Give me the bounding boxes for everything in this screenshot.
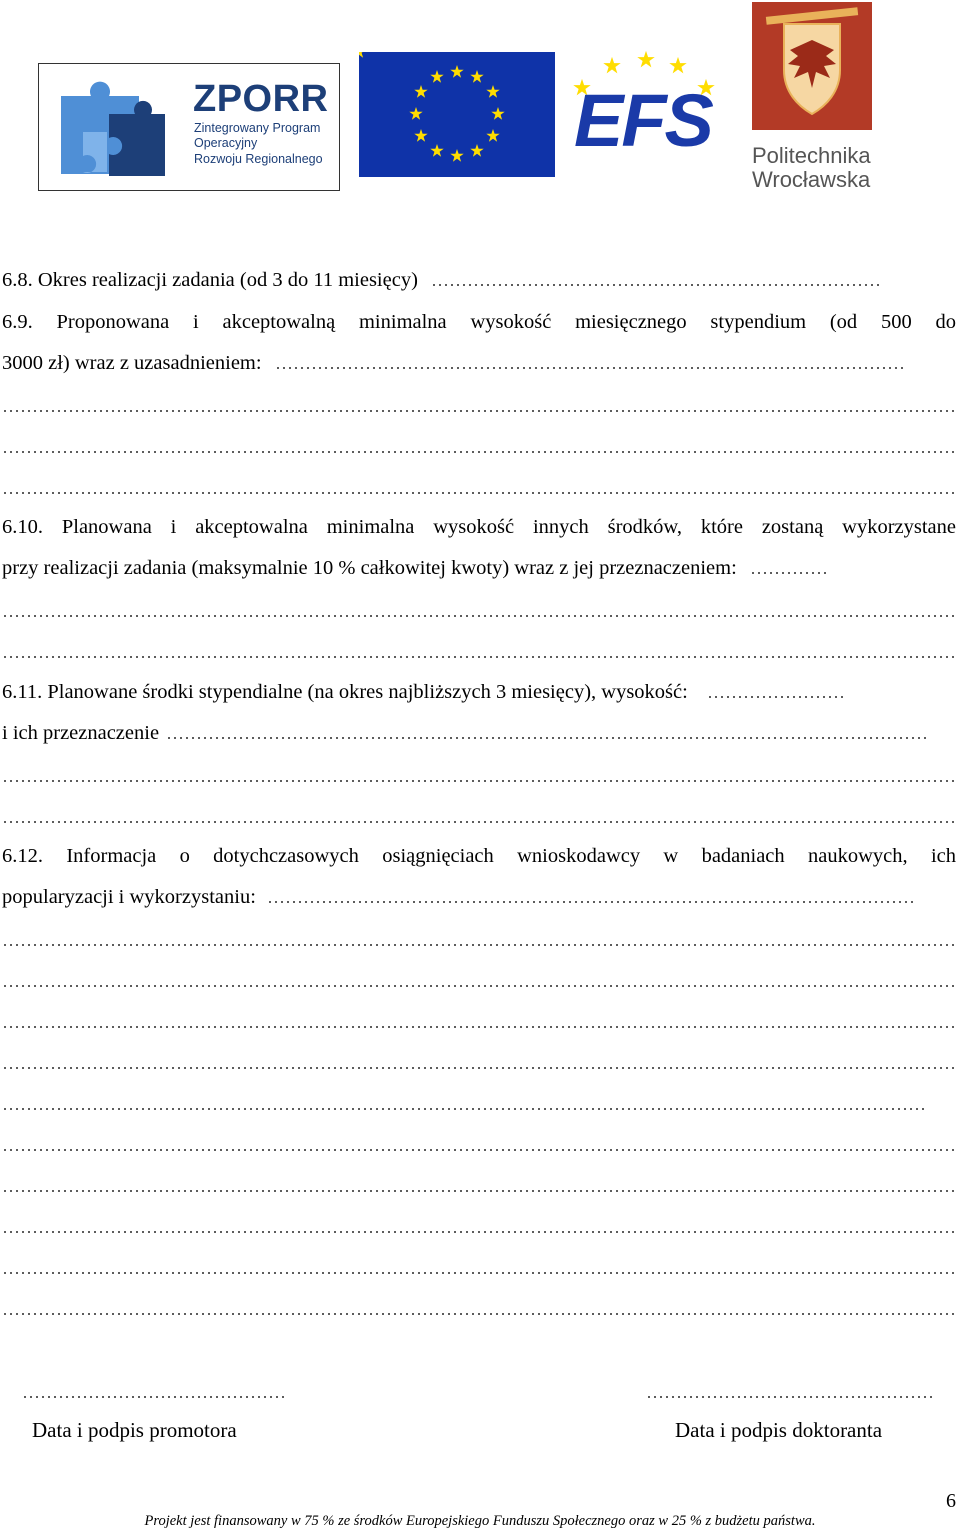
zporr-title: ZPORR [193, 78, 329, 120]
fill-line [2, 656, 954, 658]
fill-line [275, 367, 907, 369]
signature-line-doktorant [646, 1396, 936, 1398]
footer-note: Projekt jest finansowany w 75 % ze środków Europejskiego Funduszu Społecznego oraz w 25 % z budżetu państwa. [144, 1513, 816, 1529]
fill-line [2, 1149, 954, 1151]
fill-line [267, 901, 913, 903]
eagle-shield-icon [752, 2, 872, 130]
fill-line [2, 410, 954, 412]
fill-line [2, 821, 954, 823]
pwr-name-line-1: Politechnika [752, 143, 871, 168]
fill-line [2, 1108, 928, 1110]
section-6-9-text: 3000 zł) wraz z uzasadnieniem: [2, 352, 262, 374]
fill-line [2, 1231, 954, 1233]
fill-line [2, 1272, 954, 1274]
puzzle-icon [53, 74, 173, 180]
efs-logo [570, 48, 718, 168]
fill-line [2, 451, 954, 453]
page-number: 6 [946, 1490, 956, 1512]
signature-label-doktorant: Data i podpis doktoranta [675, 1418, 883, 1442]
pwr-logo [752, 2, 872, 192]
zporr-logo [38, 63, 340, 191]
section-6-11-text-2: i ich przeznaczenie [2, 722, 160, 744]
zporr-subtitle-1: Zintegrowany Program [194, 121, 321, 135]
pwr-name-line-2: Wrocławska [752, 167, 871, 192]
fill-line [166, 737, 928, 739]
fill-line [431, 284, 883, 286]
zporr-subtitle-2: Operacyjny [194, 136, 258, 150]
section-6-12-text: popularyzacji i wykorzystaniu: [2, 886, 256, 908]
fill-line [2, 780, 954, 782]
section-6-11-line-1 [2, 680, 843, 704]
fill-line [2, 1026, 954, 1028]
section-6-12-line-2 [2, 885, 913, 909]
fill-line [2, 985, 954, 987]
fill-line [2, 492, 954, 494]
section-6-9-line-2 [2, 351, 907, 375]
fill-line [2, 944, 954, 946]
zporr-subtitle-3: Rozwoju Regionalnego [194, 152, 323, 166]
section-6-8-text: 6.8. Okres realizacji zadania (od 3 do 11 miesięcy) [2, 269, 418, 291]
pwr-name [752, 144, 871, 192]
fill-line [2, 1190, 954, 1192]
section-6-10-text: przy realizacji zadania (maksymalnie 10 % całkowitej kwoty) wraz z jej przeznaczeniem: [2, 557, 737, 579]
section-6-11-line-2 [2, 721, 928, 745]
signature-label-promotor: Data i podpis promotora [32, 1418, 237, 1442]
fill-line [2, 1067, 954, 1069]
fill-line [2, 1313, 954, 1315]
eu-stars-icon [359, 52, 555, 177]
eu-flag-logo [359, 52, 555, 177]
efs-text: EFS [574, 79, 712, 162]
section-6-10-line-2 [2, 556, 828, 580]
fill-line [2, 615, 954, 617]
signature-line-promotor [22, 1396, 288, 1398]
pwr-emblem [752, 2, 872, 130]
section-6-12-line-1: 6.12. Informacja o dotychczasowych osiągnięciach wnioskodawcy w badaniach naukowych, ich [2, 845, 956, 867]
section-6-10-line-1: 6.10. Planowana i akceptowalna minimalna wysokość innych środków, które zostaną wykorzystane [2, 516, 956, 538]
section-6-8 [2, 268, 883, 292]
fill-line [707, 696, 843, 698]
section-6-11-text: 6.11. Planowane środki stypendialne (na okres najbliższych 3 miesięcy), wysokość: [2, 681, 688, 703]
section-6-9-line-1: 6.9. Proponowana i akceptowalną minimalna wysokość miesięcznego stypendium (od 500 do [2, 311, 956, 333]
fill-line [750, 572, 828, 574]
